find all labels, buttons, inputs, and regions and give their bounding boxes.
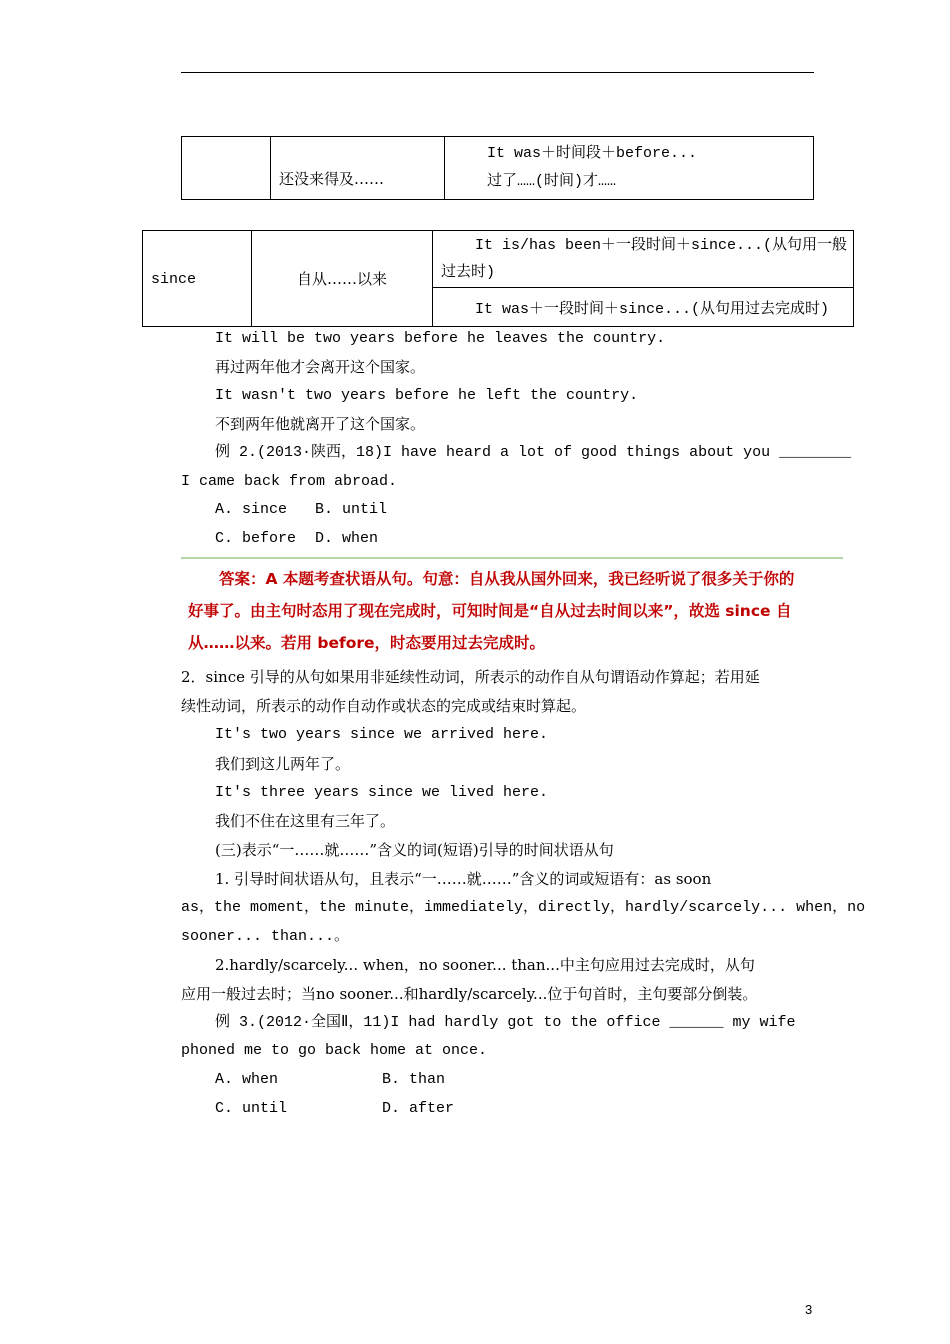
table-cell-meaning — [271, 137, 445, 200]
option-c: C. before — [215, 530, 297, 547]
page-number: 3 — [805, 1302, 813, 1317]
table-cell-since-meaning — [252, 231, 433, 327]
since-row1-line1: It is/has been＋一段时间＋since...(从句用一般 — [475, 237, 848, 254]
rule-1-line-1: 1. 引导时间状语从句，且表示“一……就……”含义的词或短语有：as soon — [215, 870, 712, 888]
example-3-question-cont: phoned me to go back home at once. — [181, 1042, 488, 1059]
since-label: since — [151, 271, 197, 288]
section-2-example-2: It's three years since we lived here. — [215, 784, 549, 801]
example-line-2: 再过两年他才会离开这个国家。 — [215, 358, 426, 376]
answer-line-3: 从……以来。若用 before，时态要用过去完成时。 — [188, 634, 546, 652]
example-2-question: 例 2.(2013·陕西，18)I have heard a lot of good things about you ________ — [215, 444, 852, 461]
table-cell-since-row2 — [433, 288, 854, 327]
ex3-option-a: A. when — [215, 1071, 279, 1088]
rule-1-line-2: as，the moment，the minute，immediately，directly，hardly/scarcely... when，no — [181, 899, 866, 916]
pattern-line1: It was＋时间段＋before... — [487, 145, 698, 162]
example-line-3: It wasn't two years before he left the country. — [215, 387, 639, 404]
meaning-text: 还没来得及…… — [279, 170, 385, 188]
since-meaning: 自从……以来 — [296, 270, 387, 288]
section-2-example-1: It's two years since we arrived here. — [215, 726, 549, 743]
table-before — [181, 136, 814, 200]
example-line-4: 不到两年他就离开了这个国家。 — [215, 415, 426, 433]
example-2-question-cont: I came back from abroad. — [181, 473, 398, 490]
table-since — [142, 230, 854, 327]
ex3-option-d: D. after — [382, 1100, 455, 1117]
section-2-para-1: 2．since 引导的从句如果用非延续性动词，所表示的动作自从句谓语动作算起；若用延 — [181, 668, 760, 686]
rule-1-line-3: sooner... than...。 — [181, 928, 350, 945]
rule-2-line-2: 应用一般过去时；当no sooner...和hardly/scarcely...位于句首时，主句要部分倒装。 — [181, 985, 758, 1003]
table-cell-since-row1 — [433, 231, 854, 288]
option-a: A. since — [215, 501, 288, 518]
section-3-heading: (三)表示“一……就……”含义的词(短语)引导的时间状语从句 — [215, 841, 614, 859]
example-3-question: 例 3.(2012·全国Ⅱ，11)I had hardly got to the office ______ my wife — [215, 1014, 796, 1031]
option-b: B. until — [315, 501, 388, 518]
header-rule — [181, 72, 814, 73]
section-2-example-1-cn: 我们到这儿两年了。 — [215, 755, 351, 773]
since-row1-line2: 过去时) — [441, 264, 496, 281]
rule-2-line-1: 2.hardly/scarcely... when，no sooner... than...中主句应用过去完成时，从句 — [215, 956, 755, 974]
example-line-1: It will be two years before he leaves the country. — [215, 330, 666, 347]
ex3-option-c: C. until — [215, 1100, 288, 1117]
table-cell-pattern — [445, 137, 814, 200]
answer-divider — [181, 557, 843, 559]
answer-line-1: 答案：A 本题考查状语从句。句意：自从我从国外回来，我已经听说了很多关于你的 — [219, 570, 795, 588]
section-2-para-2: 续性动词，所表示的动作自动作或状态的完成或结束时算起。 — [181, 697, 587, 715]
section-2-example-2-cn: 我们不住在这里有三年了。 — [215, 812, 396, 830]
option-d: D. when — [315, 530, 379, 547]
ex3-option-b: B. than — [382, 1071, 446, 1088]
table-cell-since — [143, 231, 252, 327]
answer-line-2: 好事了。由主句时态用了现在完成时，可知时间是“自从过去时间以来”，故选 since 自 — [188, 602, 792, 620]
table-cell-empty — [182, 137, 271, 200]
pattern-line2: 过了……(时间)才…… — [487, 173, 617, 190]
since-row2: It was＋一段时间＋since...(从句用过去完成时) — [475, 300, 830, 318]
